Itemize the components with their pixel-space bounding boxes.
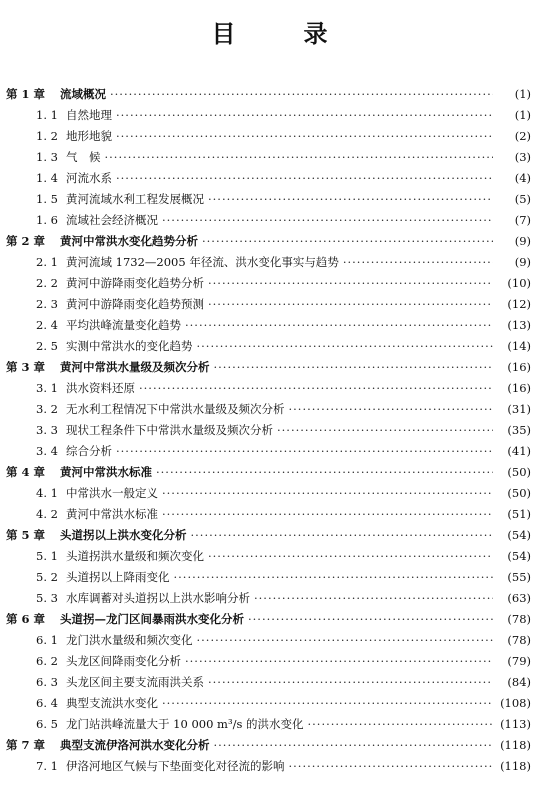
toc-entry-page: (113)	[500, 717, 531, 731]
dot-leader	[202, 231, 493, 252]
dot-leader	[308, 714, 494, 735]
toc-chapter-entry	[0, 525, 539, 546]
toc-entry-title: 黄河中游降雨变化趋势分析	[66, 276, 204, 290]
toc-entry-page: (108)	[500, 696, 531, 710]
toc-entry-page: (79)	[507, 654, 531, 668]
toc-entry-number: 2. 5	[36, 339, 58, 353]
toc-entry-page: (50)	[507, 465, 531, 479]
toc-entry-title: 无水利工程情况下中常洪水量级及频次分析	[66, 402, 285, 416]
toc-entry-number: 7. 1	[36, 759, 58, 773]
dot-leader	[191, 525, 494, 546]
toc-entry-number: 第 7 章	[6, 738, 46, 752]
toc-chapter-entry	[0, 84, 539, 105]
toc-section-entry	[0, 567, 539, 588]
dot-leader	[208, 294, 493, 315]
toc-entry-page: (2)	[514, 129, 531, 143]
toc-entry-page: (54)	[507, 528, 531, 542]
toc-entry-title: 气 候	[66, 150, 101, 164]
toc-entry-title: 头道拐以上洪水变化分析	[60, 528, 187, 542]
toc-entry-number: 5. 2	[36, 570, 58, 584]
toc-entry-page: (78)	[507, 612, 531, 626]
dot-leader	[162, 693, 493, 714]
page-title: 目 录	[211, 20, 350, 48]
toc-section-entry	[0, 546, 539, 567]
toc-section-entry	[0, 399, 539, 420]
toc-entry-title: 龙门站洪峰流量大于 10 000 m³/s 的洪水变化	[66, 717, 304, 731]
toc-entry-title: 流域社会经济概况	[66, 213, 158, 227]
toc-entry-title: 地形地貌	[66, 129, 112, 143]
toc-entry-page: (13)	[507, 318, 531, 332]
toc-section-entry	[0, 483, 539, 504]
toc-entry-number: 3. 4	[36, 444, 58, 458]
toc-entry-number: 6. 3	[36, 675, 58, 689]
toc-section-entry	[0, 105, 539, 126]
dot-leader	[105, 147, 494, 168]
toc-entry-title: 水库调蓄对头道拐以上洪水影响分析	[66, 591, 250, 605]
toc-entry-number: 6. 1	[36, 633, 58, 647]
toc-entry-title: 伊洛河地区气候与下垫面变化对径流的影响	[66, 759, 285, 773]
toc-entry-page: (14)	[507, 339, 531, 353]
toc-entry-page: (41)	[507, 444, 531, 458]
dot-leader	[162, 210, 493, 231]
toc-entry-title: 典型支流洪水变化	[66, 696, 158, 710]
toc-section-entry	[0, 651, 539, 672]
toc-entry-number: 1. 1	[36, 108, 58, 122]
toc-entry-page: (118)	[500, 759, 531, 773]
toc-entry-title: 黄河中常洪水标准	[60, 465, 152, 479]
toc-section-entry	[0, 294, 539, 315]
toc-entry-number: 2. 4	[36, 318, 58, 332]
toc-section-entry	[0, 147, 539, 168]
toc-section-entry	[0, 273, 539, 294]
dot-leader	[197, 630, 494, 651]
toc-entry-number: 1. 4	[36, 171, 58, 185]
toc-entry-page: (4)	[514, 171, 531, 185]
toc-entry-page: (9)	[514, 255, 531, 269]
toc-section-entry	[0, 588, 539, 609]
dot-leader	[110, 84, 493, 105]
toc-section-entry	[0, 441, 539, 462]
table-of-contents	[0, 84, 539, 777]
dot-leader	[174, 567, 494, 588]
dot-leader	[185, 315, 493, 336]
dot-leader	[156, 462, 493, 483]
toc-entry-page: (9)	[514, 234, 531, 248]
toc-section-entry	[0, 126, 539, 147]
toc-entry-number: 第 6 章	[6, 612, 46, 626]
toc-entry-title: 头道拐—龙门区间暴雨洪水变化分析	[60, 612, 244, 626]
toc-entry-number: 2. 1	[36, 255, 58, 269]
toc-entry-number: 1. 5	[36, 192, 58, 206]
toc-entry-title: 头龙区间主要支流雨洪关系	[66, 675, 204, 689]
toc-entry-number: 3. 2	[36, 402, 58, 416]
toc-entry-number: 第 4 章	[6, 465, 46, 479]
toc-entry-title: 黄河中游降雨变化趋势预测	[66, 297, 204, 311]
toc-entry-number: 1. 3	[36, 150, 58, 164]
toc-entry-number: 第 2 章	[6, 234, 46, 248]
dot-leader	[214, 735, 494, 756]
toc-entry-page: (55)	[507, 570, 531, 584]
toc-entry-title: 头道拐以上降雨变化	[66, 570, 170, 584]
toc-entry-number: 3. 3	[36, 423, 58, 437]
toc-entry-number: 1. 2	[36, 129, 58, 143]
toc-entry-number: 第 1 章	[6, 87, 46, 101]
toc-section-entry	[0, 378, 539, 399]
toc-section-entry	[0, 252, 539, 273]
dot-leader	[343, 252, 493, 273]
toc-entry-title: 平均洪峰流量变化趋势	[66, 318, 181, 332]
toc-section-entry	[0, 756, 539, 777]
toc-section-entry	[0, 336, 539, 357]
toc-entry-page: (51)	[507, 507, 531, 521]
toc-entry-page: (16)	[507, 381, 531, 395]
toc-section-entry	[0, 168, 539, 189]
dot-leader	[254, 588, 493, 609]
toc-entry-title: 现状工程条件下中常洪水量级及频次分析	[66, 423, 273, 437]
toc-entry-number: 3. 1	[36, 381, 58, 395]
toc-chapter-entry	[0, 231, 539, 252]
dot-leader	[162, 504, 493, 525]
toc-entry-title: 自然地理	[66, 108, 112, 122]
toc-entry-title: 河流水系	[66, 171, 112, 185]
toc-entry-page: (3)	[514, 150, 531, 164]
toc-entry-number: 1. 6	[36, 213, 58, 227]
toc-section-entry	[0, 714, 539, 735]
toc-entry-number: 6. 4	[36, 696, 58, 710]
toc-chapter-entry	[0, 462, 539, 483]
toc-section-entry	[0, 189, 539, 210]
toc-entry-page: (63)	[507, 591, 531, 605]
toc-entry-number: 5. 3	[36, 591, 58, 605]
dot-leader	[214, 357, 494, 378]
toc-entry-title: 综合分析	[66, 444, 112, 458]
toc-chapter-entry	[0, 357, 539, 378]
dot-leader	[197, 336, 494, 357]
toc-section-entry	[0, 504, 539, 525]
toc-entry-title: 实测中常洪水的变化趋势	[66, 339, 193, 353]
toc-entry-title: 典型支流伊洛河洪水变化分析	[60, 738, 210, 752]
toc-entry-page: (5)	[514, 192, 531, 206]
toc-entry-number: 第 5 章	[6, 528, 46, 542]
dot-leader	[116, 105, 493, 126]
toc-section-entry	[0, 693, 539, 714]
dot-leader	[248, 609, 493, 630]
dot-leader	[185, 651, 493, 672]
toc-entry-title: 黄河中常洪水量级及频次分析	[60, 360, 210, 374]
toc-entry-title: 黄河流域 1732—2005 年径流、洪水变化事实与趋势	[66, 255, 339, 269]
toc-entry-title: 头龙区间降雨变化分析	[66, 654, 181, 668]
toc-entry-title: 中常洪水一般定义	[66, 486, 158, 500]
toc-entry-page: (118)	[500, 738, 531, 752]
toc-entry-page: (1)	[514, 87, 531, 101]
toc-entry-number: 5. 1	[36, 549, 58, 563]
toc-entry-number: 2. 3	[36, 297, 58, 311]
dot-leader	[208, 546, 493, 567]
toc-entry-page: (54)	[507, 549, 531, 563]
dot-leader	[277, 420, 493, 441]
toc-entry-page: (31)	[507, 402, 531, 416]
dot-leader	[116, 168, 493, 189]
dot-leader	[162, 483, 493, 504]
dot-leader	[116, 441, 493, 462]
toc-entry-page: (16)	[507, 360, 531, 374]
toc-entry-title: 黄河流域水利工程发展概况	[66, 192, 204, 206]
dot-leader	[289, 399, 494, 420]
toc-entry-number: 6. 5	[36, 717, 58, 731]
toc-section-entry	[0, 315, 539, 336]
toc-entry-number: 4. 1	[36, 486, 58, 500]
dot-leader	[208, 672, 493, 693]
toc-entry-page: (50)	[507, 486, 531, 500]
toc-entry-title: 头道拐洪水量级和频次变化	[66, 549, 204, 563]
toc-entry-page: (12)	[507, 297, 531, 311]
toc-entry-page: (35)	[507, 423, 531, 437]
toc-entry-title: 黄河中常洪水标准	[66, 507, 158, 521]
toc-section-entry	[0, 210, 539, 231]
toc-entry-number: 第 3 章	[6, 360, 46, 374]
toc-entry-title: 洪水资料还原	[66, 381, 135, 395]
toc-entry-number: 6. 2	[36, 654, 58, 668]
toc-entry-number: 4. 2	[36, 507, 58, 521]
toc-entry-page: (10)	[507, 276, 531, 290]
toc-chapter-entry	[0, 735, 539, 756]
dot-leader	[139, 378, 493, 399]
toc-entry-number: 2. 2	[36, 276, 58, 290]
dot-leader	[289, 756, 494, 777]
toc-section-entry	[0, 672, 539, 693]
dot-leader	[208, 273, 493, 294]
dot-leader	[208, 189, 493, 210]
toc-entry-page: (84)	[507, 675, 531, 689]
toc-entry-page: (7)	[514, 213, 531, 227]
toc-entry-title: 流域概况	[60, 87, 106, 101]
toc-chapter-entry	[0, 609, 539, 630]
toc-entry-page: (78)	[507, 633, 531, 647]
toc-section-entry	[0, 630, 539, 651]
toc-entry-title: 黄河中常洪水变化趋势分析	[60, 234, 198, 248]
toc-entry-page: (1)	[514, 108, 531, 122]
toc-section-entry	[0, 420, 539, 441]
toc-entry-title: 龙门洪水量级和频次变化	[66, 633, 193, 647]
dot-leader	[116, 126, 493, 147]
